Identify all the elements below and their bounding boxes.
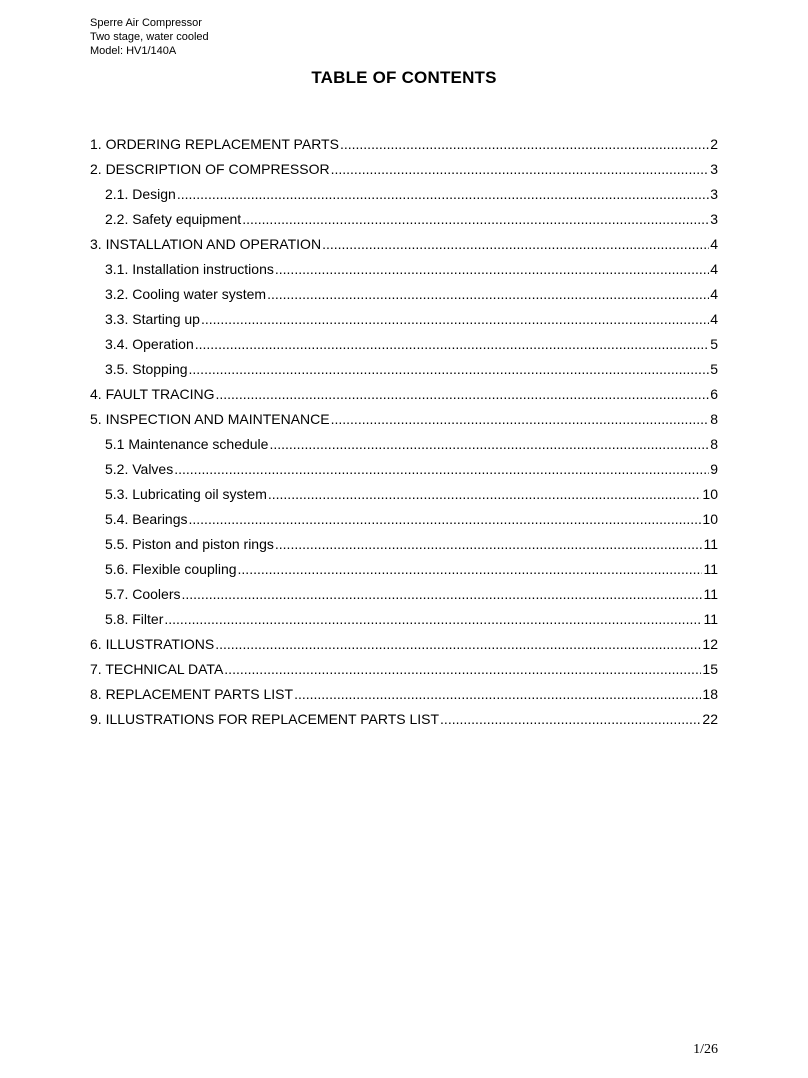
dot-leader xyxy=(294,686,701,703)
toc-entry-page: 4 xyxy=(710,311,718,327)
toc-entry-page: 11 xyxy=(703,536,718,552)
toc-entry-label: 7. TECHNICAL DATA xyxy=(90,661,224,677)
table-of-contents xyxy=(90,128,718,728)
toc-entry-label: 3.1. Installation instructions xyxy=(105,261,274,277)
page-title: TABLE OF CONTENTS xyxy=(311,68,497,87)
toc-entry-page: 11 xyxy=(703,611,718,627)
toc-entry-label: 3.4. Operation xyxy=(105,336,194,352)
header-type: Two stage, water cooled xyxy=(90,31,209,43)
toc-entry-page: 6 xyxy=(710,386,718,402)
dot-leader xyxy=(177,186,709,203)
toc-entry-page: 3 xyxy=(710,161,718,177)
toc-entry-page: 18 xyxy=(702,686,718,702)
dot-leader xyxy=(242,211,709,228)
toc-entry-page: 10 xyxy=(702,486,718,502)
toc-entry-5-7[interactable] xyxy=(90,578,718,603)
toc-entry-page: 11 xyxy=(703,561,718,577)
toc-entry-page: 4 xyxy=(710,236,718,252)
toc-entry-3-1[interactable] xyxy=(90,253,718,278)
toc-entry-label: 3. INSTALLATION AND OPERATION xyxy=(90,236,322,252)
dot-leader xyxy=(340,136,709,153)
dot-leader xyxy=(331,411,710,428)
toc-entry-label: 3.3. Starting up xyxy=(105,311,200,327)
toc-entry-6[interactable] xyxy=(90,628,718,653)
toc-entry-label: 8. REPLACEMENT PARTS LIST xyxy=(90,686,294,702)
dot-leader xyxy=(322,236,709,253)
toc-entry-page: 12 xyxy=(702,636,718,652)
toc-entry-label: 2.1. Design xyxy=(105,186,176,202)
toc-entry-2[interactable] xyxy=(90,153,718,178)
toc-entry-5-4[interactable] xyxy=(90,503,718,528)
toc-entry-page: 22 xyxy=(702,711,718,727)
toc-entry-label: 5.7. Coolers xyxy=(105,586,181,602)
dot-leader xyxy=(201,311,709,328)
toc-entry-label: 4. FAULT TRACING xyxy=(90,386,215,402)
toc-entry-5-3[interactable] xyxy=(90,478,718,503)
toc-entry-3-5[interactable] xyxy=(90,353,718,378)
toc-entry-5-5[interactable] xyxy=(90,528,718,553)
toc-entry-page: 3 xyxy=(710,211,718,227)
toc-entry-1[interactable] xyxy=(90,128,718,153)
dot-leader xyxy=(275,536,703,553)
toc-entry-5-6[interactable] xyxy=(90,553,718,578)
toc-entry-9[interactable] xyxy=(90,703,718,728)
toc-entry-7[interactable] xyxy=(90,653,718,678)
toc-entry-page: 8 xyxy=(710,411,718,427)
dot-leader xyxy=(189,511,702,528)
toc-entry-label: 5. INSPECTION AND MAINTENANCE xyxy=(90,411,330,427)
toc-entry-label: 5.4. Bearings xyxy=(105,511,188,527)
dot-leader xyxy=(238,561,703,578)
toc-entry-5-2[interactable] xyxy=(90,453,718,478)
dot-leader xyxy=(181,586,702,603)
toc-entry-page: 10 xyxy=(702,511,718,527)
toc-entry-label: 9. ILLUSTRATIONS FOR REPLACEMENT PARTS LIST xyxy=(90,711,440,727)
toc-entry-page: 3 xyxy=(710,186,718,202)
toc-entry-page: 4 xyxy=(710,286,718,302)
toc-entry-page: 8 xyxy=(710,436,718,452)
dot-leader xyxy=(174,461,709,478)
toc-entry-page: 15 xyxy=(702,661,718,677)
toc-entry-label: 5.1 Maintenance schedule xyxy=(105,436,269,452)
toc-entry-page: 9 xyxy=(710,461,718,477)
dot-leader xyxy=(215,636,701,653)
toc-entry-5-8[interactable] xyxy=(90,603,718,628)
dot-leader xyxy=(164,611,702,628)
dot-leader xyxy=(331,161,710,178)
dot-leader xyxy=(269,436,709,453)
toc-entry-label: 5.2. Valves xyxy=(105,461,174,477)
toc-entry-5[interactable] xyxy=(90,403,718,428)
toc-entry-3-2[interactable] xyxy=(90,278,718,303)
toc-entry-label: 5.6. Flexible coupling xyxy=(105,561,237,577)
toc-entry-page: 5 xyxy=(710,336,718,352)
toc-entry-5-1[interactable] xyxy=(90,428,718,453)
toc-entry-page: 11 xyxy=(703,586,718,602)
dot-leader xyxy=(267,286,709,303)
toc-entry-2-2[interactable] xyxy=(90,203,718,228)
toc-entry-page: 5 xyxy=(710,361,718,377)
toc-entry-label: 2. DESCRIPTION OF COMPRESSOR xyxy=(90,161,330,177)
dot-leader xyxy=(195,336,709,353)
header-model: Model: HV1/140A xyxy=(90,45,177,57)
toc-entry-3-3[interactable] xyxy=(90,303,718,328)
dot-leader xyxy=(215,386,709,403)
toc-entry-label: 5.5. Piston and piston rings xyxy=(105,536,274,552)
toc-entry-label: 3.5. Stopping xyxy=(105,361,188,377)
toc-entry-label: 1. ORDERING REPLACEMENT PARTS xyxy=(90,136,339,152)
dot-leader xyxy=(224,661,701,678)
toc-entry-label: 6. ILLUSTRATIONS xyxy=(90,636,215,652)
page-number: 1/26 xyxy=(693,1042,718,1057)
toc-entry-3-4[interactable] xyxy=(90,328,718,353)
dot-leader xyxy=(275,261,709,278)
toc-entry-label: 3.2. Cooling water system xyxy=(105,286,267,302)
dot-leader xyxy=(268,486,702,503)
toc-entry-2-1[interactable] xyxy=(90,178,718,203)
dot-leader xyxy=(189,361,710,378)
header-product: Sperre Air Compressor xyxy=(90,17,202,29)
toc-entry-label: 2.2. Safety equipment xyxy=(105,211,242,227)
toc-entry-page: 2 xyxy=(710,136,718,152)
toc-entry-label: 5.3. Lubricating oil system xyxy=(105,486,267,502)
document-header xyxy=(90,16,209,58)
toc-entry-3[interactable] xyxy=(90,228,718,253)
toc-entry-4[interactable] xyxy=(90,378,718,403)
toc-entry-8[interactable] xyxy=(90,678,718,703)
toc-entry-page: 4 xyxy=(710,261,718,277)
dot-leader xyxy=(440,711,701,728)
toc-entry-label: 5.8. Filter xyxy=(105,611,164,627)
